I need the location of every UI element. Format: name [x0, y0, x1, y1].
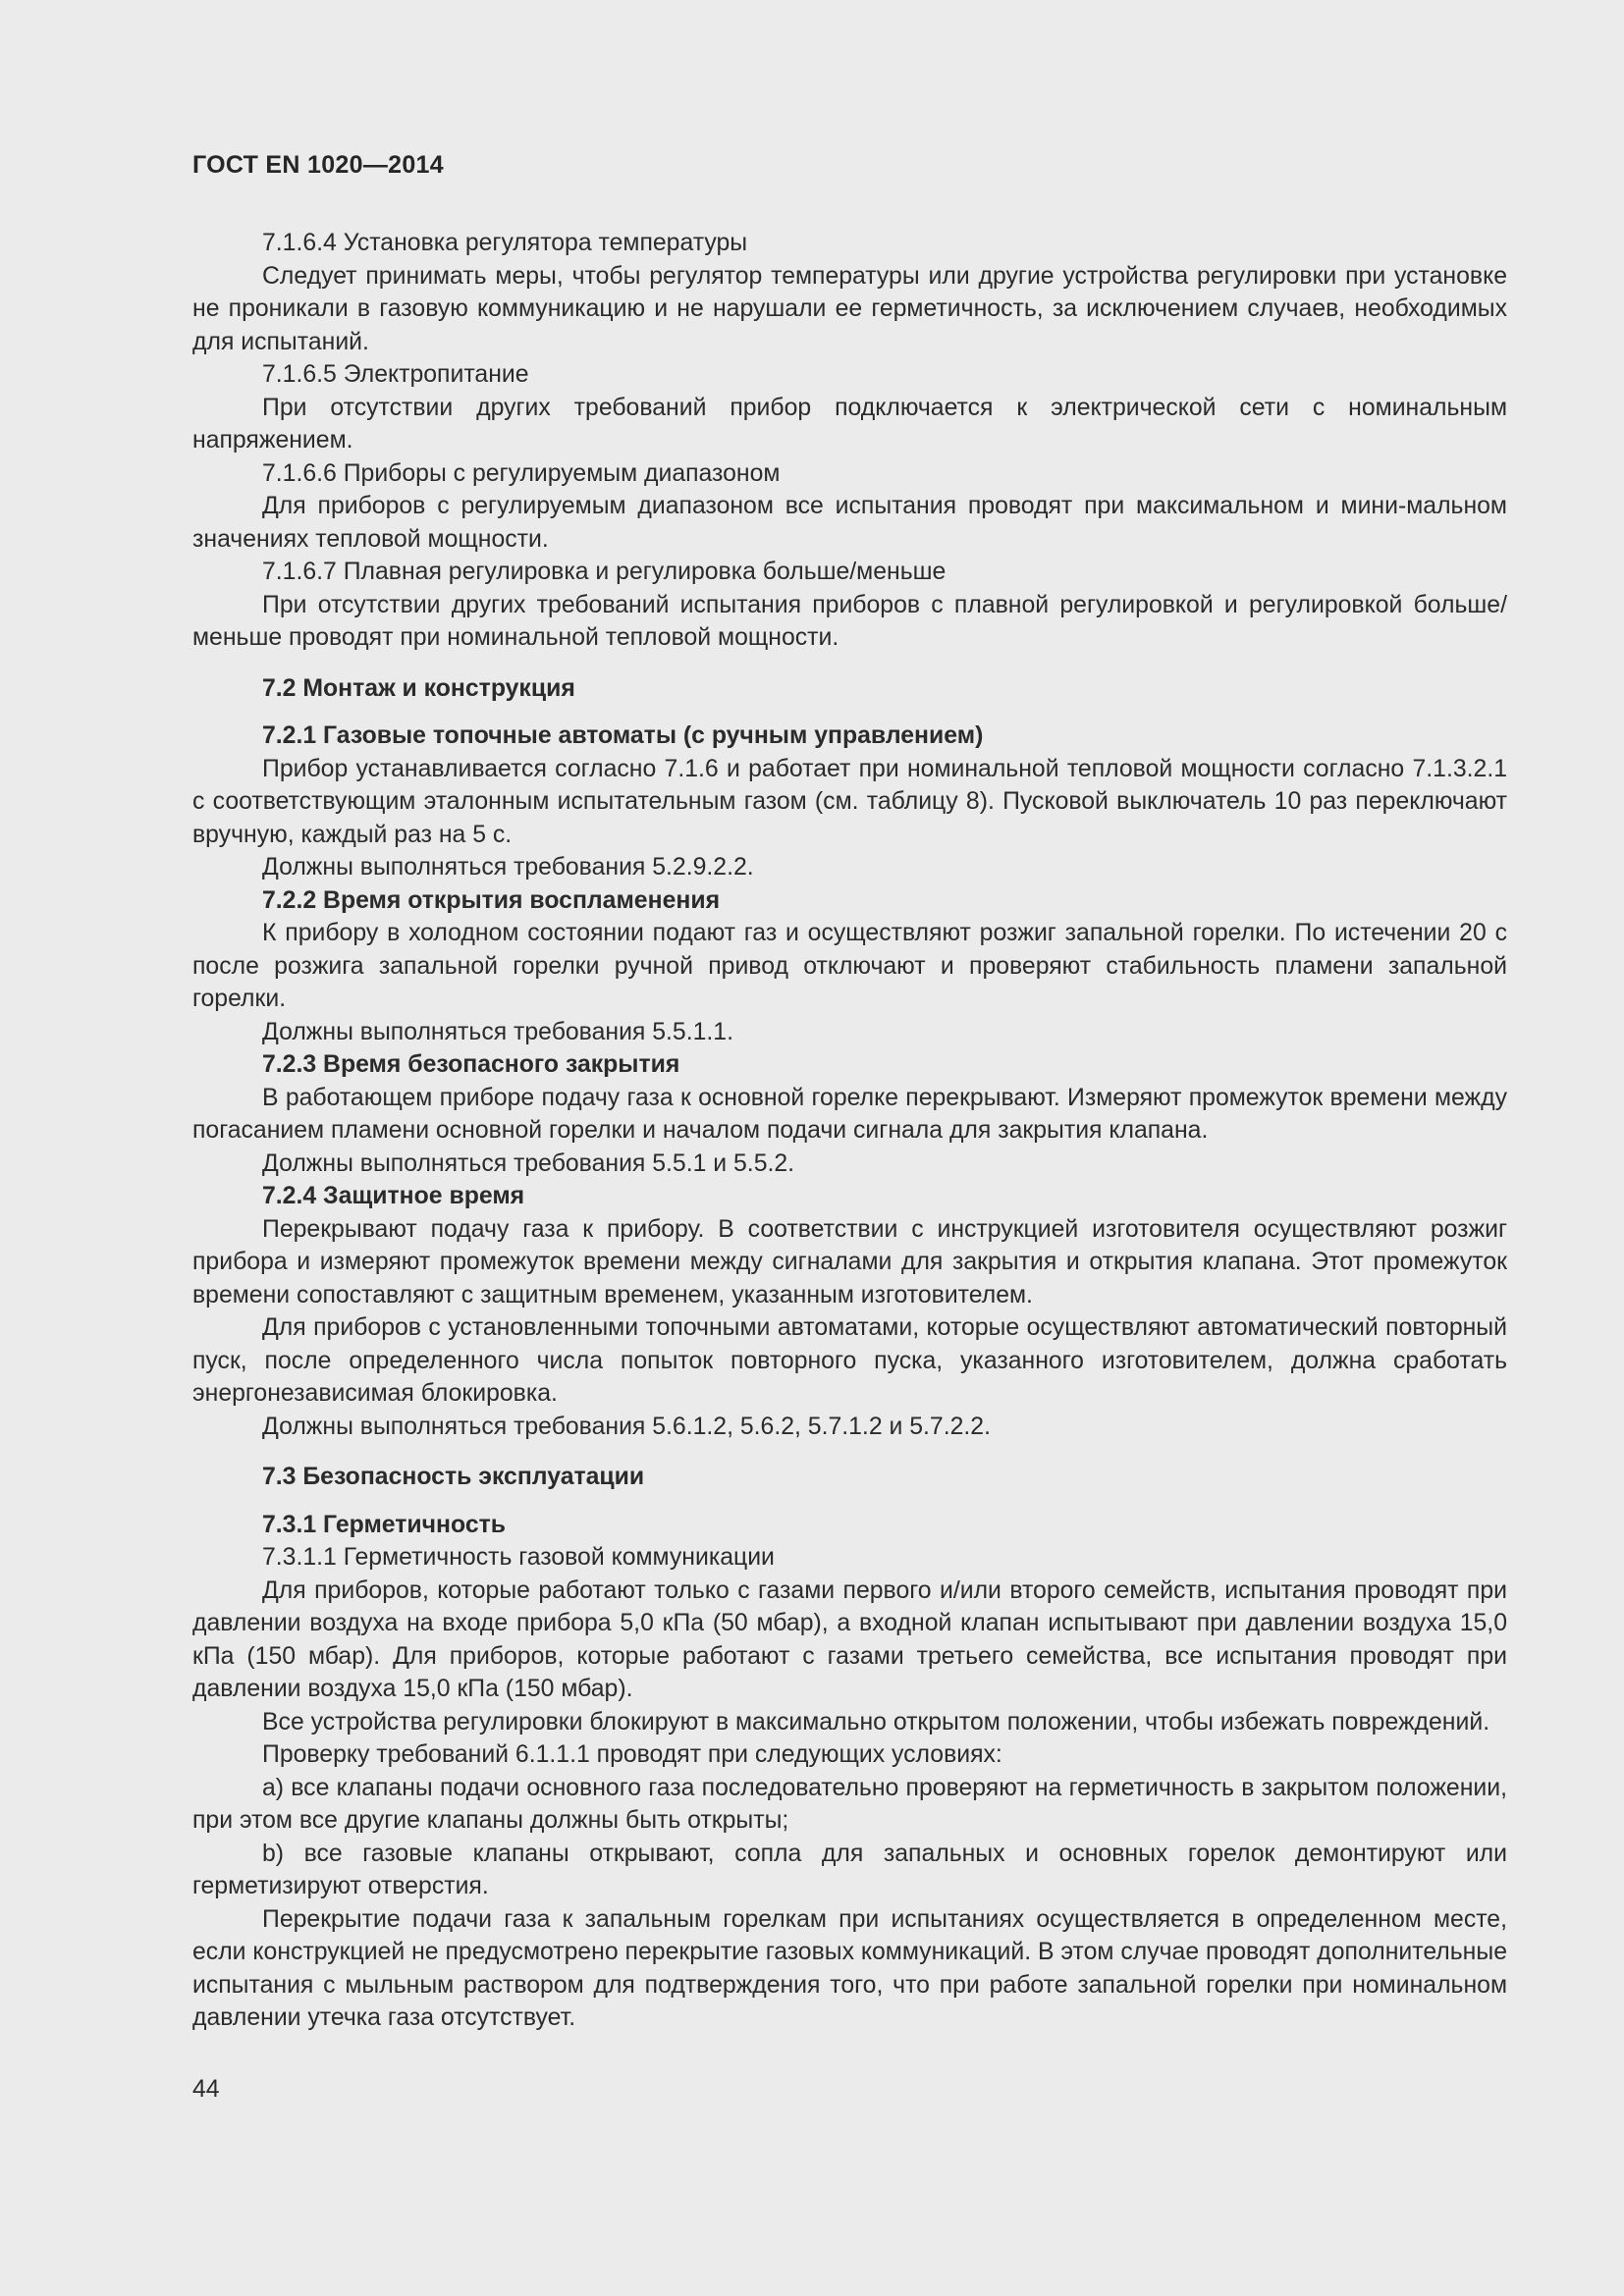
- paragraph: Должны выполняться требования 5.6.1.2, 5.6.2, 5.7.1.2 и 5.7.2.2.: [262, 1413, 991, 1440]
- paragraph: В работающем приборе подачу газа к основной горелке перекрывают. Измеряют промежуток времени между погасанием пламени основной горелки и началом подачи сигнала для закрытия клапана.: [192, 1084, 1507, 1144]
- paragraph: Следует принимать меры, чтобы регулятор температуры или другие устройства регулировки при установке не проникали в газовую коммуникацию и не нарушали ее герметичность, за исключением случаев, необходимых для испытаний.: [192, 262, 1507, 355]
- subsection-heading: 7.2.4 Защитное время: [262, 1183, 525, 1209]
- paragraph: Перекрытие подачи газа к запальным горелкам при испытаниях осуществляется в определенном месте, если конструкцией не предусмотрено перекрытие газовых коммуникаций. В этом случае проводят дополнительные испытания с мыльным раствором для подтверждения того, что при работе запальной горелки при номинальном давлении утечка газа отсутствует.: [192, 1905, 1507, 2031]
- paragraph: 7.3.1.1 Герметичность газовой коммуникации: [262, 1544, 775, 1571]
- paragraph: Все устройства регулировки блокируют в максимально открытом положении, чтобы избежать повреждений.: [262, 1708, 1490, 1735]
- subsection-heading: 7.2.2 Время открытия воспламенения: [262, 886, 721, 914]
- paragraph: b) все газовые клапаны открывают, сопла для запальных и основных горелок демонтируют или герметизируют отверстия.: [192, 1840, 1507, 1899]
- paragraph: К прибору в холодном состоянии подают газ и осуществляют розжиг запальной горелки. По истечении 20 с после розжига запальной горелки ручной привод отключают и проверяют стабильность пламени запальной горелки.: [192, 920, 1507, 1012]
- paragraph: 7.1.6.4 Установка регулятора температуры: [262, 230, 748, 256]
- paragraph: При отсутствии других требований прибор подключается к электрической сети с номинальным напряжением.: [192, 394, 1507, 454]
- paragraph: Для приборов с регулируемым диапазоном все испытания проводят при максимальном и мини-мальном значениях тепловой мощности.: [192, 493, 1507, 553]
- paragraph: 7.1.6.7 Плавная регулировка и регулировка больше/меньше: [262, 559, 947, 585]
- paragraph: Должны выполняться требования 5.2.9.2.2.: [262, 854, 754, 881]
- document-header: ГОСТ EN 1020—2014: [192, 151, 444, 179]
- paragraph: Перекрывают подачу газа к прибору. В соответствии с инструкцией изготовителя осуществляют розжиг прибора и измеряют промежуток времени между сигналами для закрытия и открытия клапана. Этот промежуток времени сопоставляют с защитным временем, указанным изготовителем.: [192, 1215, 1507, 1308]
- paragraph: Для приборов с установленными топочными автоматами, которые осуществляют автоматический повторный пуск, после определенного числа попыток повторного пуска, указанного изготовителем, должна сработать энергонезависимая блокировка.: [192, 1314, 1507, 1407]
- paragraph: 7.1.6.6 Приборы с регулируемым диапазоном: [262, 459, 781, 487]
- document-body: [192, 227, 1507, 2035]
- paragraph: Для приборов, которые работают только с газами первого и/или второго семейств, испытания проводят при давлении воздуха на входе прибора 5,0 кПа (50 мбар), а входной клапан испытывают при давлении воздуха 15,0 кПа (150 мбар). Для приборов, которые работают с газами третьего семейства, все испытания проводят при давлении воздуха 15,0 кПа (150 мбар).: [192, 1576, 1507, 1702]
- paragraph: При отсутствии других требований испытания приборов с плавной регулировкой и регулировкой больше/меньше проводят при номинальной тепловой мощности.: [192, 591, 1507, 651]
- paragraph: a) все клапаны подачи основного газа последовательно проверяют на герметичность в закрытом положении, при этом все другие клапаны должны быть открыты;: [192, 1774, 1507, 1834]
- paragraph: 7.1.6.5 Электропитание: [262, 361, 529, 388]
- subsection-heading: 7.3.1 Герметичность: [262, 1511, 507, 1538]
- paragraph: Проверку требований 6.1.1.1 проводят при следующих условиях:: [262, 1741, 1002, 1768]
- paragraph: Должны выполняться требования 5.5.1 и 5.5.2.: [262, 1149, 795, 1177]
- paragraph: Должны выполняться требования 5.5.1.1.: [262, 1018, 733, 1045]
- page-number: 44: [192, 2076, 220, 2103]
- subsection-heading: 7.2.1 Газовые топочные автоматы (с ручным управлением): [262, 722, 984, 749]
- paragraph: Прибор устанавливается согласно 7.1.6 и работает при номинальной тепловой мощности согласно 7.1.3.2.1 с соответствующим эталонным испытательным газом (см. таблицу 8). Пусковой выключатель 10 раз переключают вручную, каждый раз на 5 с.: [192, 755, 1507, 848]
- section-heading: 7.3 Безопасность эксплуатации: [262, 1464, 645, 1490]
- section-heading: 7.2 Монтаж и конструкция: [262, 674, 575, 702]
- subsection-heading: 7.2.3 Время безопасного закрытия: [262, 1051, 680, 1078]
